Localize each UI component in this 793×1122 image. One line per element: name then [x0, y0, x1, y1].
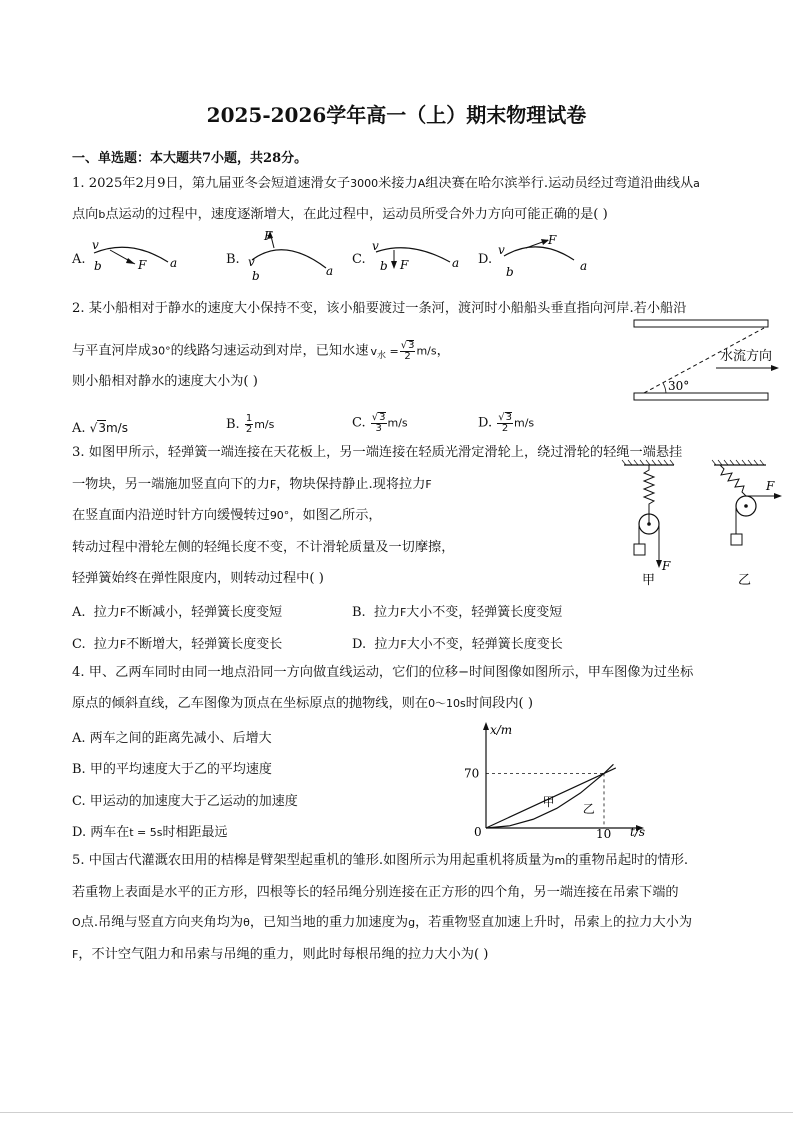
q4-graph: [462, 718, 662, 840]
q3-option-c[interactable]: C. 拉力F不断增大，轻弹簧长度变长: [72, 637, 283, 652]
q2-angle-label: 30°: [668, 379, 690, 393]
q1d-F: F: [548, 233, 557, 247]
q2-option-a[interactable]: A. √3m/s: [72, 421, 128, 436]
q2-option-b[interactable]: B. $\frac{1}{2}$ m/s: [226, 413, 275, 435]
q3-label-yi: 乙: [738, 573, 752, 588]
q4-option-c[interactable]: C. 甲运动的加速度大于乙运动的加速度: [72, 794, 298, 809]
q2-flow-label: 水流方向: [720, 349, 773, 364]
q2-river-figure: [630, 318, 780, 408]
q1-option-d-figure: [496, 232, 591, 278]
page-title: 2025-2026学年高一（上）期末物理试卷: [206, 103, 587, 127]
y-axis-arrow: [483, 722, 489, 730]
x-tick-label: 10: [596, 827, 612, 841]
y-tick-label: 70: [464, 766, 480, 781]
q1-option-b-label[interactable]: B.: [226, 252, 240, 267]
section-heading: 一、单选题：本大题共7小题，共28分。: [72, 151, 308, 166]
q1b-F: F: [264, 229, 273, 243]
q3-option-d[interactable]: D. 拉力F大小不变，轻弹簧长度变长: [352, 637, 563, 652]
q1-option-a-figure: [90, 236, 185, 276]
page-bottom-divider: [0, 1112, 793, 1113]
q5-line1: 5. 中国古代灌溉农田用的桔槔是臂架型起重机的雏形.如图所示为用起重机将质量为m的重物吊起时的情形.: [72, 853, 689, 868]
q3-jia-F: F: [662, 559, 671, 573]
q3-line2: 一物块，另一端施加竖直向下的力F，物块保持静止.现将拉力F: [72, 477, 432, 492]
q3-line1: 3. 如图甲所示，轻弹簧一端连接在天花板上，另一端连接在轻质光滑定滑轮上，绕过滑轮的轻绳一端悬挂: [72, 445, 683, 460]
q4-line2: 原点的倾斜直线，乙车图像为顶点在坐标原点的抛物线，则在0～10s时间段内( ): [72, 696, 534, 711]
q1-option-c-label[interactable]: C.: [352, 252, 366, 267]
series-yi-label: 乙: [582, 802, 595, 817]
q3-line3: 在竖直面内沿逆时针方向缓慢转过90°，如图乙所示，: [72, 508, 382, 523]
q1-option-d-label[interactable]: D.: [478, 252, 493, 267]
q4-option-b[interactable]: B. 甲的平均速度大于乙的平均速度: [72, 762, 272, 777]
q5-line4: F，不计空气阻力和吊索与吊绳的重力，则此时每根吊绳的拉力大小为( ): [72, 947, 489, 962]
q2-line3: 则小船相对静水的速度大小为( ): [72, 374, 258, 389]
q2-option-c[interactable]: C. $\frac{√3}{3}$ m/s: [352, 412, 408, 434]
q1c-b: b: [380, 259, 388, 273]
q3-line5: 轻弹簧始终在弹性限度内，则转动过程中( ): [72, 571, 324, 586]
q1-line1: 1. 2025年2月9日，第九届亚冬会短道速滑女子3000米接力A组决赛在哈尔滨举行.运动员经过弯道沿曲线从a: [72, 176, 700, 191]
q2-line2: 与平直河岸成30°的线路匀速运动到对岸，已知水速 $v_水$ = $\frac{√3}{2}$ m/s，: [72, 340, 450, 362]
q1a-v: v: [92, 238, 99, 252]
q3-yi-F: F: [766, 479, 775, 493]
q3-option-a[interactable]: A. 拉力F不断减小，轻弹簧长度变短: [72, 605, 283, 620]
q1b-v: v: [248, 255, 255, 269]
q1-option-b-figure: [244, 228, 344, 283]
q1c-F: F: [400, 258, 409, 272]
q4-line1: 4. 甲、乙两车同时由同一地点沿同一方向做直线运动，它们的位移−时间图像如图所示，甲车图像为过坐标: [72, 665, 694, 680]
q3-line4: 转动过程中滑轮左侧的轻绳长度不变，不计滑轮质量及一切摩擦，: [72, 540, 455, 555]
q1-option-a-label[interactable]: A.: [72, 252, 86, 267]
origin-label: 0: [474, 825, 482, 839]
q1a-b: b: [94, 259, 102, 273]
series-jia-label: 甲: [542, 795, 555, 810]
q1b-a: a: [326, 264, 334, 278]
q4-option-d[interactable]: D. 两车在t = 5s时相距最远: [72, 825, 228, 840]
q1c-a: a: [452, 256, 460, 270]
q1a-a: a: [170, 256, 178, 270]
q3-option-b[interactable]: B. 拉力F大小不变，轻弹簧长度变短: [352, 605, 563, 620]
q2-line1: 2. 某小船相对于静水的速度大小保持不变，该小船要渡过一条河，渡河时小船船头垂直指向河岸.若小船沿: [72, 301, 687, 316]
q1a-F: F: [138, 258, 147, 272]
q5-line2: 若重物上表面是水平的正方形，四根等长的轻吊绳分别连接在正方形的四个角，另一端连接在吊索下端的: [72, 885, 679, 900]
q2-option-d[interactable]: D. $\frac{√3}{2}$ m/s: [478, 412, 535, 434]
q1d-a: a: [580, 259, 588, 273]
q1c-v: v: [372, 239, 379, 253]
q1-option-c-figure: [370, 236, 465, 276]
q1d-v: v: [498, 243, 505, 257]
q3-label-jia: 甲: [642, 573, 656, 588]
q4-option-a[interactable]: A. 两车之间的距离先减小、后增大: [72, 731, 272, 746]
q1-line2: 点向b点运动的过程中，速度逐渐增大，在此过程中，运动员所受合外力方向可能正确的是( ): [72, 207, 608, 222]
q3-spring-figure: [620, 460, 790, 590]
x-axis-label: t/s: [630, 825, 646, 839]
q1b-b: b: [252, 269, 260, 283]
q1d-b: b: [506, 265, 514, 279]
q5-line3: O点.吊绳与竖直方向夹角均为θ，已知当地的重力加速度为g，若重物竖直加速上升时，吊索上的拉力大小为: [72, 915, 693, 930]
y-axis-label: x/m: [490, 723, 513, 737]
